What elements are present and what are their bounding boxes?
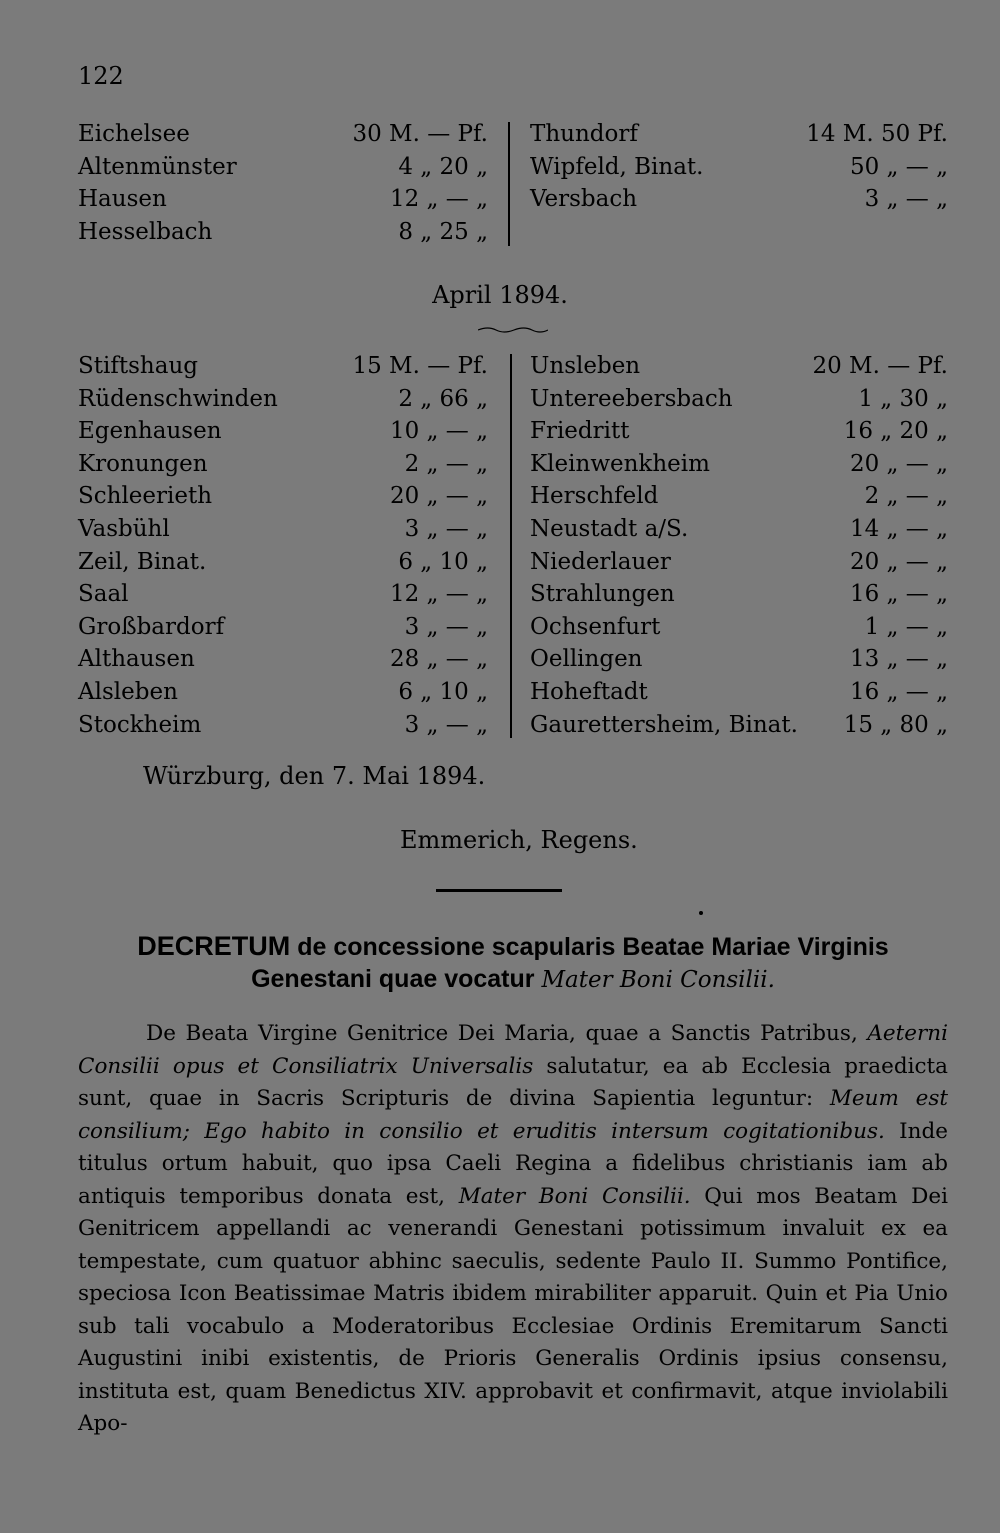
table-row	[530, 676, 948, 708]
donation-amount: 10 „ — „	[389, 418, 488, 445]
table-row	[530, 513, 948, 545]
donation-amount: 12 „ — „	[389, 186, 488, 213]
donation-amount: 2 „ 66 „	[398, 385, 488, 412]
table-row	[78, 578, 488, 610]
donation-amount: 6 „ 10 „	[398, 548, 488, 575]
table-row	[78, 415, 488, 447]
donation-amount: 14 „ — „	[849, 516, 948, 542]
donation-table-april	[0, 350, 1000, 742]
decree-title	[78, 930, 948, 996]
parish-name: Kronungen	[78, 450, 208, 477]
donation-amount: 20 „ — „	[849, 450, 948, 477]
table-row	[78, 383, 488, 415]
donation-amount: 15 M. — Pf.	[352, 353, 488, 379]
table-row	[78, 513, 488, 545]
decree-title-lead: DECRETUM	[137, 931, 291, 961]
table-row	[530, 118, 948, 150]
column-divider	[508, 122, 510, 246]
parish-name: Eichelsee	[78, 121, 190, 147]
donation-amount: 1 „ 30 „	[858, 385, 948, 412]
parish-name: Neustadt a/S.	[530, 516, 689, 542]
decree-title-italic: Mater Boni Consilii.	[541, 967, 775, 993]
parish-name: Oellingen	[530, 646, 643, 673]
italic-quote: Aeterni Consilii opus et Consiliatrix Universalis	[78, 1021, 948, 1079]
table-row	[530, 383, 948, 415]
table-row	[530, 415, 948, 447]
parish-name: Strahlungen	[530, 581, 675, 608]
parish-name: Kleinwenkheim	[530, 450, 710, 477]
body-text-segment: Inde titulus ortum habuit, quo ipsa Caeli Regina a fidelibus christianis iam ab antiquis temporibus donata est,	[78, 1118, 948, 1209]
parish-name: Zeil, Binat.	[78, 548, 207, 575]
donation-amount: 20 „ — „	[389, 483, 488, 510]
table-row	[78, 448, 488, 480]
body-text-segment: De Beata Virgine Genitrice Dei Maria, quae a Sanctis Patribus,	[146, 1021, 868, 1046]
parish-name: Wipfeld, Binat.	[530, 153, 704, 180]
decree-body	[78, 1018, 948, 1441]
decree-title-rest: de concessione scapularis Beatae Mariae Virginis Genestani quae vocatur	[251, 933, 889, 993]
table-row	[78, 350, 488, 382]
parish-name: Altenmünster	[78, 153, 237, 180]
table-row	[530, 709, 948, 741]
ornament-divider	[478, 324, 548, 334]
donation-amount: 2 „ — „	[404, 450, 488, 477]
donation-amount: 16 „ — „	[849, 581, 948, 608]
donation-amount: 28 „ — „	[389, 646, 488, 673]
donation-amount: 15 „ 80 „	[843, 711, 948, 738]
month-heading: April 1894.	[432, 281, 568, 309]
table-row	[530, 183, 948, 215]
donation-amount: 13 „ — „	[849, 646, 948, 673]
parish-name: Alsleben	[78, 679, 178, 705]
parish-name: Hoheftadt	[530, 679, 648, 705]
parish-name: Thundorf	[530, 121, 638, 147]
table-row	[78, 480, 488, 512]
column-divider	[510, 354, 512, 738]
table-row	[530, 350, 948, 382]
table-row	[78, 183, 488, 215]
table-row	[78, 611, 488, 643]
section-rule	[436, 889, 562, 892]
donation-amount: 3 „ — „	[864, 186, 948, 213]
italic-quote: Mater Boni Consilii.	[458, 1183, 691, 1209]
parish-name: Untereebersbach	[530, 385, 733, 412]
donation-amount: 3 „ — „	[404, 613, 488, 640]
table-row	[530, 611, 948, 643]
parish-name: Ochsenfurt	[530, 613, 661, 640]
donation-amount: 50 „ — „	[849, 153, 948, 180]
table-row	[78, 643, 488, 675]
parish-name: Unsleben	[530, 353, 641, 379]
body-text-segment: salutatur, ea ab Ecclesia praedicta sunt, quae in Sacris Scripturis de divina Sapientia leguntur:	[78, 1053, 948, 1111]
table-row	[78, 118, 488, 150]
donation-amount: 20 M. — Pf.	[812, 353, 948, 379]
donation-amount: 8 „ 25 „	[398, 218, 488, 245]
place-date: Würzburg, den 7. Mai 1894.	[143, 762, 486, 790]
signature: Emmerich, Regens.	[400, 826, 638, 854]
parish-name: Vasbühl	[78, 516, 170, 542]
table-row	[78, 709, 488, 741]
table-row	[78, 151, 488, 183]
donation-amount: 14 M. 50 Pf.	[806, 121, 948, 147]
print-dot	[699, 911, 703, 915]
donation-amount: 16 „ 20 „	[843, 418, 948, 445]
parish-name: Schleerieth	[78, 483, 213, 510]
parish-name: Stiftshaug	[78, 353, 198, 379]
parish-name: Althausen	[78, 646, 195, 673]
donation-amount: 3 „ — „	[404, 711, 488, 738]
table-row	[530, 578, 948, 610]
parish-name: Egenhausen	[78, 418, 222, 445]
parish-name: Saal	[78, 581, 129, 608]
table-row	[530, 448, 948, 480]
parish-name: Gaurettersheim, Binat.	[530, 711, 798, 738]
donation-amount: 4 „ 20 „	[398, 153, 488, 180]
donation-amount: 20 „ — „	[849, 548, 948, 575]
parish-name: Großbardorf	[78, 613, 225, 640]
donation-table-march	[0, 118, 1000, 250]
donation-amount: 3 „ — „	[404, 516, 488, 542]
table-row	[530, 546, 948, 578]
table-row	[78, 676, 488, 708]
page-number: 122	[78, 62, 124, 90]
table-row	[78, 546, 488, 578]
body-text-segment: Qui mos Beatam Dei Genitricem appellandi ac venerandi Genestani potissimum invaluit ex ea tempestate, cum quatuor abhinc saeculis, sedente Paulo II. Summo Pontifice, speciosa Icon Beatissimae Matris ibidem mirabiliter apparuit. Quin et Pia Unio sub tali vocabulo a Moderatoribus Ecclesiae Ordinis Eremitarum Sancti Augustini inibi existentis, de Prioris Generalis Ordinis ipsius consensu, instituta est, quam Benedictus XIV. approbavit et confirmavit, atque inviolabili Apo-	[78, 1183, 948, 1436]
parish-name: Versbach	[530, 186, 638, 213]
donation-amount: 2 „ — „	[864, 483, 948, 510]
donation-amount: 12 „ — „	[389, 581, 488, 608]
parish-name: Niederlauer	[530, 548, 671, 575]
parish-name: Herschfeld	[530, 483, 659, 510]
parish-name: Hausen	[78, 186, 167, 213]
donation-amount: 16 „ — „	[849, 679, 948, 705]
donation-amount: 6 „ 10 „	[398, 679, 488, 705]
parish-name: Stockheim	[78, 711, 202, 738]
parish-name: Hesselbach	[78, 218, 213, 245]
table-row	[530, 480, 948, 512]
italic-quote: Meum est consilium; Ego habito in consilio et eruditis intersum cogitationibus.	[78, 1086, 948, 1144]
donation-amount: 30 M. — Pf.	[352, 121, 488, 147]
table-row	[78, 216, 488, 248]
table-row	[530, 643, 948, 675]
parish-name: Rüdenschwinden	[78, 385, 278, 412]
parish-name: Friedritt	[530, 418, 630, 445]
donation-amount: 1 „ — „	[864, 613, 948, 640]
table-row	[530, 151, 948, 183]
